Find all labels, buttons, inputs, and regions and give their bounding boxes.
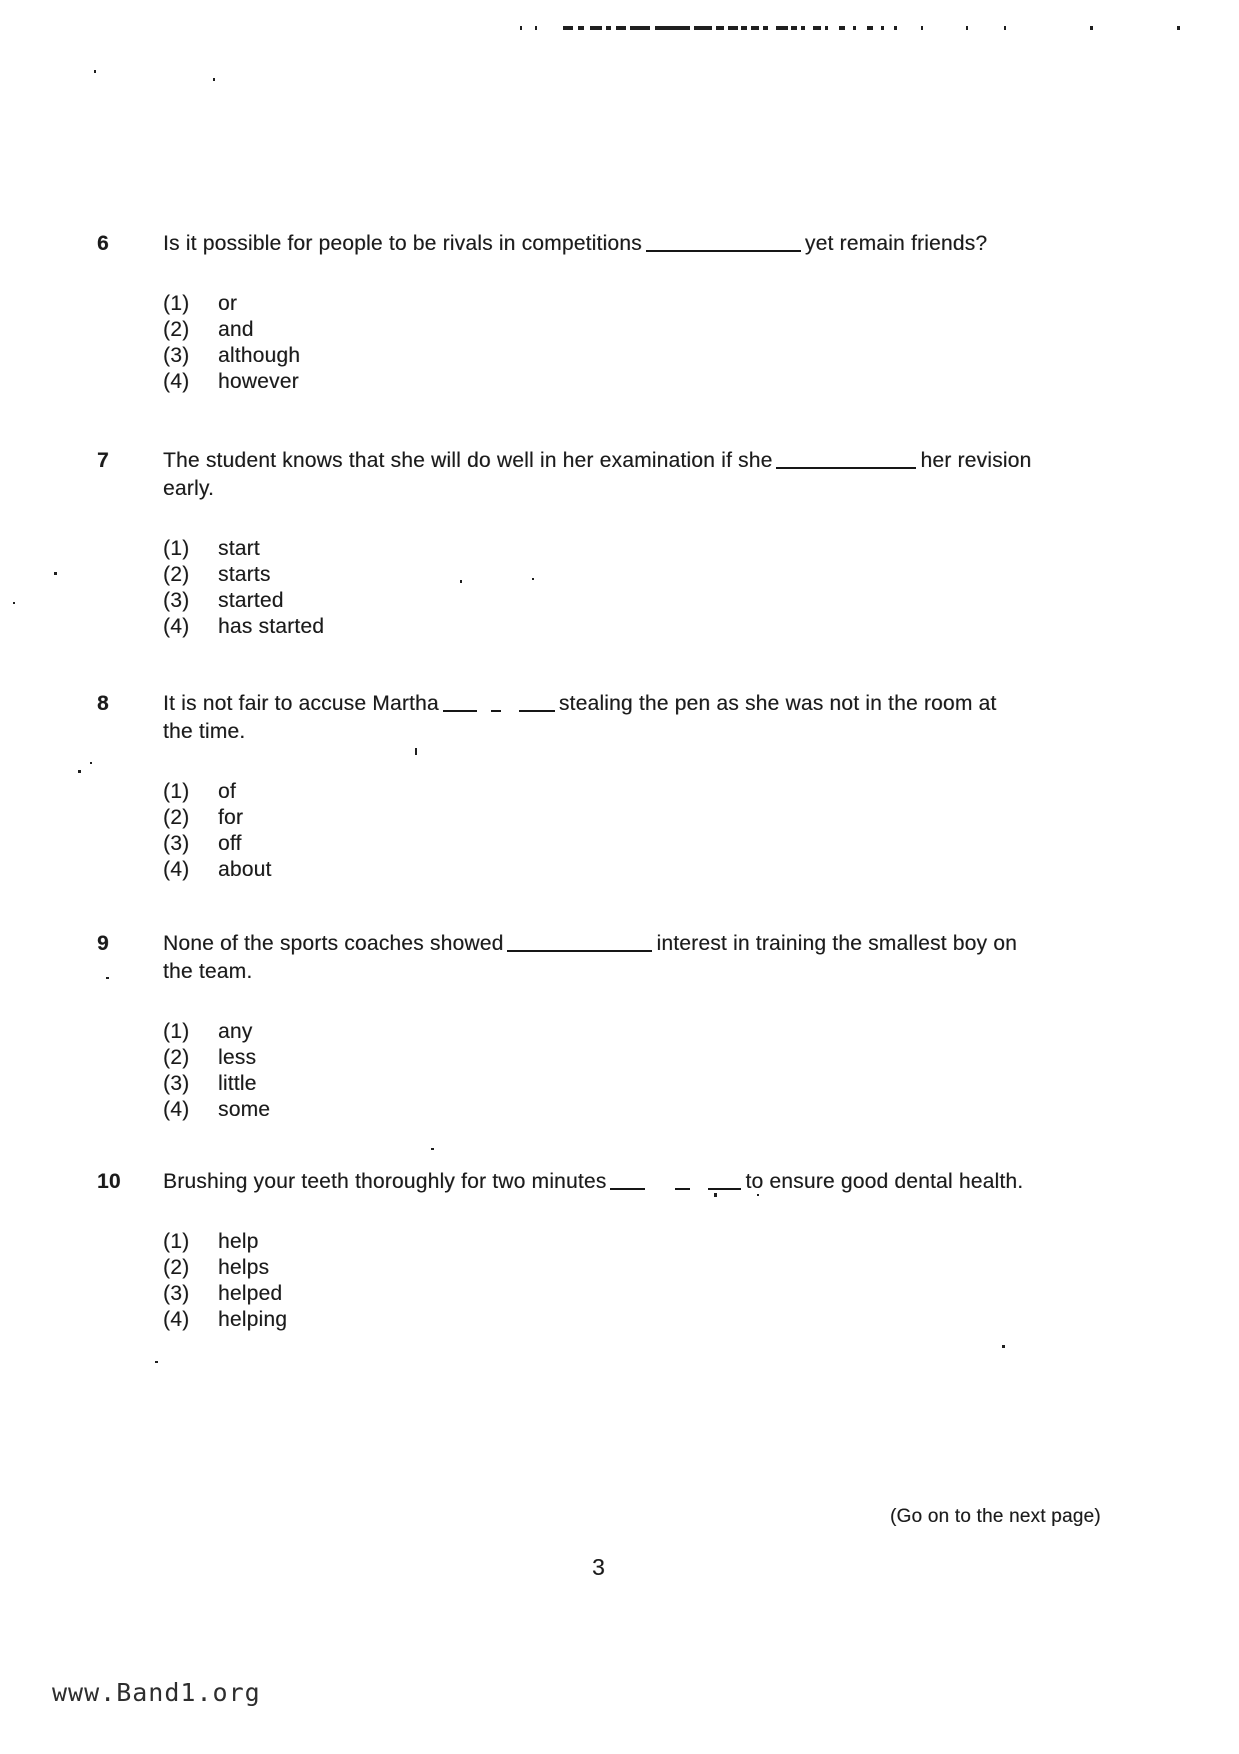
- option-row: [163, 1307, 1172, 1333]
- option-label: off: [218, 832, 242, 855]
- option-row: [163, 1229, 1172, 1255]
- option-number: (3): [163, 1072, 190, 1095]
- option-number: (2): [163, 1046, 190, 1069]
- option-row: [163, 369, 1172, 395]
- option-label: helping: [218, 1308, 288, 1331]
- question-text: Brushing your teeth thoroughly for two minutes to ensure good dental health.: [163, 1170, 1024, 1193]
- question-item: [97, 1168, 1172, 1333]
- question-text: Is it possible for people to be rivals in competitions yet remain friends?: [163, 232, 988, 255]
- option-number: (3): [163, 344, 190, 367]
- option-row: [163, 805, 1172, 831]
- option-label: helps: [218, 1256, 270, 1279]
- option-row: [163, 588, 1172, 614]
- answer-blank: [708, 1173, 741, 1190]
- answer-blank: [519, 695, 555, 712]
- question-number: 7: [97, 449, 109, 472]
- option-label: some: [218, 1098, 271, 1121]
- option-row: [163, 831, 1172, 857]
- option-number: (4): [163, 615, 190, 638]
- option-label: however: [218, 370, 299, 393]
- question-text: It is not fair to accuse Martha stealing the pen as she was not in the room at: [163, 692, 997, 715]
- option-label: helped: [218, 1282, 283, 1305]
- question-item: [97, 930, 1172, 1123]
- option-label: although: [218, 344, 301, 367]
- option-label: or: [218, 292, 238, 315]
- option-number: (2): [163, 563, 190, 586]
- answer-blank: [646, 235, 801, 252]
- option-number: (2): [163, 806, 190, 829]
- question-number: 9: [97, 932, 109, 955]
- option-row: [163, 562, 1172, 588]
- option-label: starts: [218, 563, 271, 586]
- option-label: little: [218, 1072, 257, 1095]
- option-label: started: [218, 589, 284, 612]
- option-row: [163, 343, 1172, 369]
- option-number: (4): [163, 1098, 190, 1121]
- option-row: [163, 536, 1172, 562]
- option-row: [163, 1097, 1172, 1123]
- option-row: [163, 857, 1172, 883]
- question-text: the team.: [163, 960, 253, 983]
- watermark-url: www.Band1.org: [52, 1678, 261, 1707]
- option-number: (3): [163, 589, 190, 612]
- option-number: (1): [163, 537, 190, 560]
- option-row: [163, 779, 1172, 805]
- question-text: early.: [163, 477, 214, 500]
- option-label: about: [218, 858, 272, 881]
- option-label: of: [218, 780, 236, 803]
- question-text: the time.: [163, 720, 246, 743]
- option-number: (1): [163, 780, 190, 803]
- question-text: The student knows that she will do well in her examination if she her revision: [163, 449, 1032, 472]
- option-label: help: [218, 1230, 259, 1253]
- question-number: 6: [97, 232, 109, 255]
- question-number: 8: [97, 692, 109, 715]
- question-item: [97, 690, 1172, 883]
- option-row: [163, 1071, 1172, 1097]
- option-number: (1): [163, 1230, 190, 1253]
- answer-blank: [507, 935, 652, 952]
- option-number: (2): [163, 318, 190, 341]
- option-row: [163, 291, 1172, 317]
- option-label: and: [218, 318, 254, 341]
- answer-blank: [610, 1173, 645, 1190]
- option-label: start: [218, 537, 260, 560]
- option-number: (4): [163, 370, 190, 393]
- page-number: 3: [592, 1554, 605, 1580]
- continue-note: (Go on to the next page): [890, 1506, 1101, 1527]
- option-number: (2): [163, 1256, 190, 1279]
- option-row: [163, 1281, 1172, 1307]
- option-row: [163, 614, 1172, 640]
- option-row: [163, 1045, 1172, 1071]
- option-number: (4): [163, 1308, 190, 1331]
- answer-blank: [491, 695, 501, 712]
- option-number: (1): [163, 1020, 190, 1043]
- option-label: for: [218, 806, 244, 829]
- option-label: less: [218, 1046, 257, 1069]
- question-number: 10: [97, 1170, 121, 1193]
- option-label: any: [218, 1020, 253, 1043]
- question-item: [97, 230, 1172, 395]
- option-row: [163, 1019, 1172, 1045]
- question-text: None of the sports coaches showed interest in training the smallest boy on: [163, 932, 1017, 955]
- option-number: (3): [163, 832, 190, 855]
- option-number: (3): [163, 1282, 190, 1305]
- answer-blank: [675, 1173, 690, 1190]
- option-number: (1): [163, 292, 190, 315]
- option-row: [163, 317, 1172, 343]
- option-label: has started: [218, 615, 325, 638]
- answer-blank: [443, 695, 477, 712]
- answer-blank: [776, 452, 916, 469]
- question-item: [97, 447, 1172, 640]
- option-row: [163, 1255, 1172, 1281]
- option-number: (4): [163, 858, 190, 881]
